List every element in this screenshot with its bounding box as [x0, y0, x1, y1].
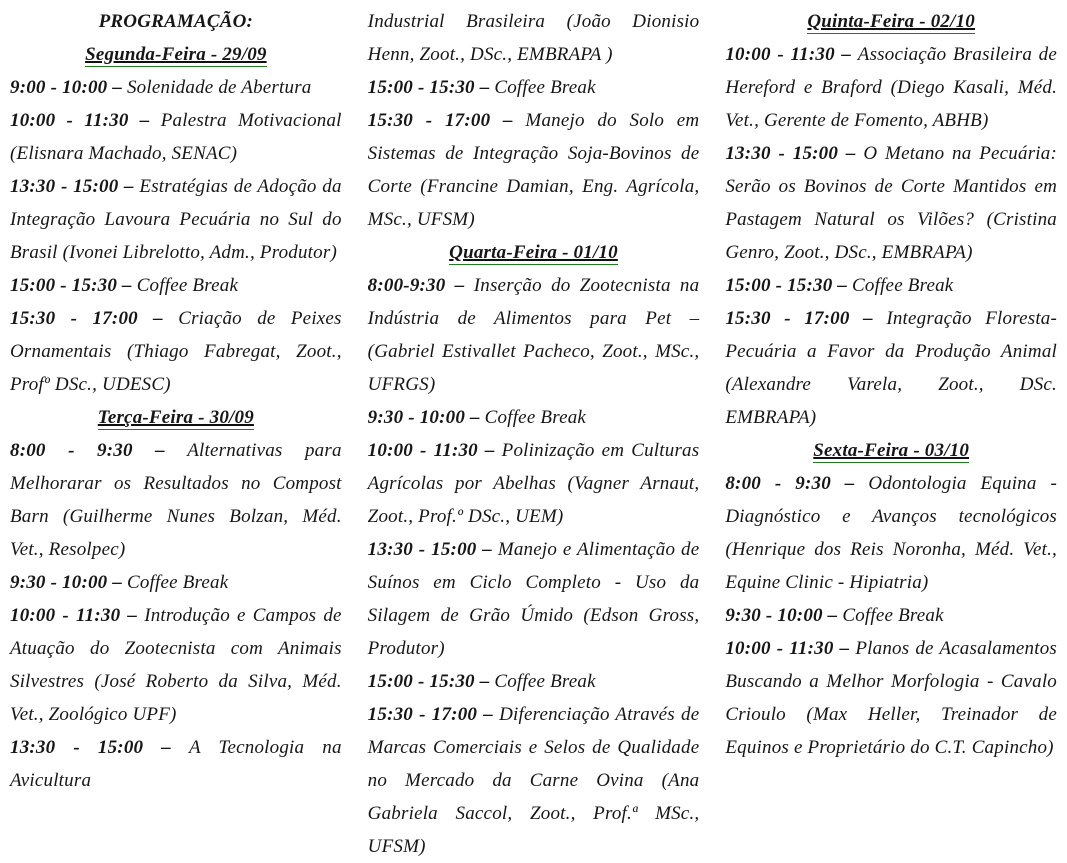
- item-description: Coffee Break: [126, 572, 229, 593]
- item-time: 13:30 - 15:00 –: [367, 539, 498, 560]
- item-description: A Tecnologia na Avicultura: [10, 737, 342, 791]
- item-description: Coffee Break: [852, 275, 954, 296]
- item-description: Coffee Break: [136, 275, 239, 296]
- item-description: O Metano na Pecuária: Serão os Bovinos de Corte Mantidos em Pastagem Natural os Vilões? (Cristina Genro, Zoot., DSc., EMBRAPA): [725, 143, 1058, 263]
- item-time: 9:00 - 10:00 –: [10, 77, 127, 98]
- schedule-item: [725, 599, 1057, 632]
- item-time: 8:00-9:30 –: [367, 275, 474, 296]
- item-description: Alternativas para Melhorarar os Resultados no Compost Barn (Guilherme Nunes Bolzan, Méd. Vet., Resolpec): [10, 440, 342, 560]
- day-header-label: Segunda-Feira - 29/09: [85, 44, 267, 65]
- day-header: [368, 236, 700, 269]
- item-time: 15:00 - 15:30 –: [367, 77, 495, 98]
- schedule-item: [725, 302, 1057, 434]
- schedule-item: [368, 269, 700, 401]
- schedule-item: [725, 137, 1057, 269]
- item-time: 13:30 - 15:00 –: [725, 143, 864, 164]
- item-description: Introdução e Campos de Atuação do Zootecnista com Animais Silvestres (José Roberto da Silva, Méd. Vet., Zoológico UPF): [10, 605, 342, 725]
- item-time: 10:00 - 11:30 –: [725, 638, 856, 659]
- item-description: Estratégias de Adoção da Integração Lavoura Pecuária no Sul do Brasil (Ivonei Librelotto, Adm., Produtor): [10, 176, 342, 263]
- item-description: Coffee Break: [842, 605, 944, 626]
- item-time: 8:00 - 9:30 –: [725, 473, 869, 494]
- item-time: 15:30 - 17:00 –: [725, 308, 887, 329]
- day-header-label: Terça-Feira - 30/09: [97, 407, 254, 428]
- schedule-item: [725, 467, 1057, 599]
- item-time: 13:30 - 15:00 –: [10, 176, 140, 197]
- item-description: Coffee Break: [494, 671, 596, 692]
- schedule-item: [10, 566, 342, 599]
- item-time: 9:30 - 10:00 –: [725, 605, 843, 626]
- item-time: 10:00 - 11:30 –: [725, 44, 858, 65]
- program-column-3: [725, 5, 1058, 758]
- schedule-item: [368, 434, 700, 533]
- program-column-2: [367, 5, 700, 857]
- schedule-item: [725, 632, 1057, 764]
- day-header: [725, 434, 1057, 467]
- schedule-item: [368, 698, 700, 863]
- day-header: [10, 401, 342, 434]
- item-time: 9:30 - 10:00 –: [10, 572, 127, 593]
- item-continuation: Industrial Brasileira (João Dionisio Henn, Zoot., DSc., EMBRAPA ): [367, 11, 700, 65]
- schedule-item: [368, 533, 700, 665]
- item-description: Manejo e Alimentação de Suínos em Ciclo Completo - Uso da Silagem de Grão Úmido (Edson Gross, Produtor): [367, 539, 700, 659]
- item-time: 15:30 - 17:00 –: [10, 308, 179, 329]
- program-column-1: [10, 5, 342, 791]
- day-header-label: Quarta-Feira - 01/10: [449, 242, 618, 263]
- item-description: Inserção do Zootecnista na Indústria de Alimentos para Pet – (Gabriel Estivallet Pacheco, Zoot., MSc., UFRGS): [367, 275, 700, 395]
- item-description: Criação de Peixes Ornamentais (Thiago Fabregat, Zoot., Profº DSc., UDESC): [10, 308, 342, 395]
- item-description: Planos de Acasalamentos Buscando a Melhor Morfologia - Cavalo Crioulo (Max Heller, Treinador de Equinos e Proprietário do C.T. Capincho): [725, 638, 1058, 758]
- schedule-item: [368, 104, 700, 236]
- schedule-item: [10, 434, 342, 566]
- schedule-item: [725, 38, 1057, 137]
- schedule-item: [10, 269, 342, 302]
- item-time: 15:00 - 15:30 –: [10, 275, 137, 296]
- day-header: [10, 38, 342, 71]
- item-description: Integração Floresta-Pecuária a Favor da Produção Animal (Alexandre Varela, Zoot., DSc. EMBRAPA): [725, 308, 1058, 428]
- item-time: 9:30 - 10:00 –: [367, 407, 485, 428]
- item-time: 8:00 - 9:30 –: [10, 440, 188, 461]
- page-title: PROGRAMAÇÃO:: [98, 11, 254, 32]
- schedule-item: [10, 104, 342, 170]
- item-description: Associação Brasileira de Hereford e Braford (Diego Kasali, Méd. Vet., Gerente de Fomento, ABHB): [725, 44, 1058, 131]
- schedule-item: [10, 599, 342, 731]
- item-time: 15:30 - 17:00 –: [367, 110, 526, 131]
- schedule-item: [725, 269, 1057, 302]
- item-time: 15:30 - 17:00 –: [367, 704, 500, 725]
- item-time: 15:00 - 15:30 –: [725, 275, 853, 296]
- item-description: Odontologia Equina - Diagnóstico e Avanços tecnológicos (Henrique dos Reis Noronha, Méd. Vet., Equine Clinic - Hipiatria): [725, 473, 1058, 593]
- schedule-item: [368, 401, 700, 434]
- item-description: Diferenciação Através de Marcas Comerciais e Selos de Qualidade no Mercado da Carne Ovina (Ana Gabriela Saccol, Zoot., Prof.ª MSc., UFSM): [367, 704, 700, 857]
- item-time: 13:30 - 15:00 –: [10, 737, 189, 758]
- item-description: Coffee Break: [484, 407, 587, 428]
- schedule-item: [10, 71, 342, 104]
- item-description: Coffee Break: [494, 77, 596, 98]
- item-time: 15:00 - 15:30 –: [367, 671, 495, 692]
- day-header: [725, 5, 1057, 38]
- schedule-item: [10, 302, 342, 401]
- schedule-item: [368, 665, 700, 698]
- item-description: Palestra Motivacional (Elisnara Machado, SENAC): [10, 110, 342, 164]
- item-time: 10:00 - 11:30 –: [10, 605, 145, 626]
- item-description: Manejo do Solo em Sistemas de Integração Soja-Bovinos de Corte (Francine Damian, Eng. Agrícola, MSc., UFSM): [367, 110, 700, 230]
- item-time: 10:00 - 11:30 –: [10, 110, 161, 131]
- item-description: Solenidade de Abertura: [126, 77, 312, 98]
- item-time: 10:00 - 11:30 –: [367, 440, 502, 461]
- day-header-label: Quinta-Feira - 02/10: [807, 11, 975, 32]
- day-header-label: Sexta-Feira - 03/10: [813, 440, 970, 461]
- schedule-item: [368, 71, 700, 104]
- item-description: Polinização em Culturas Agrícolas por Abelhas (Vagner Arnaut, Zoot., Prof.º DSc., UEM): [367, 440, 700, 527]
- schedule-item: [10, 170, 342, 269]
